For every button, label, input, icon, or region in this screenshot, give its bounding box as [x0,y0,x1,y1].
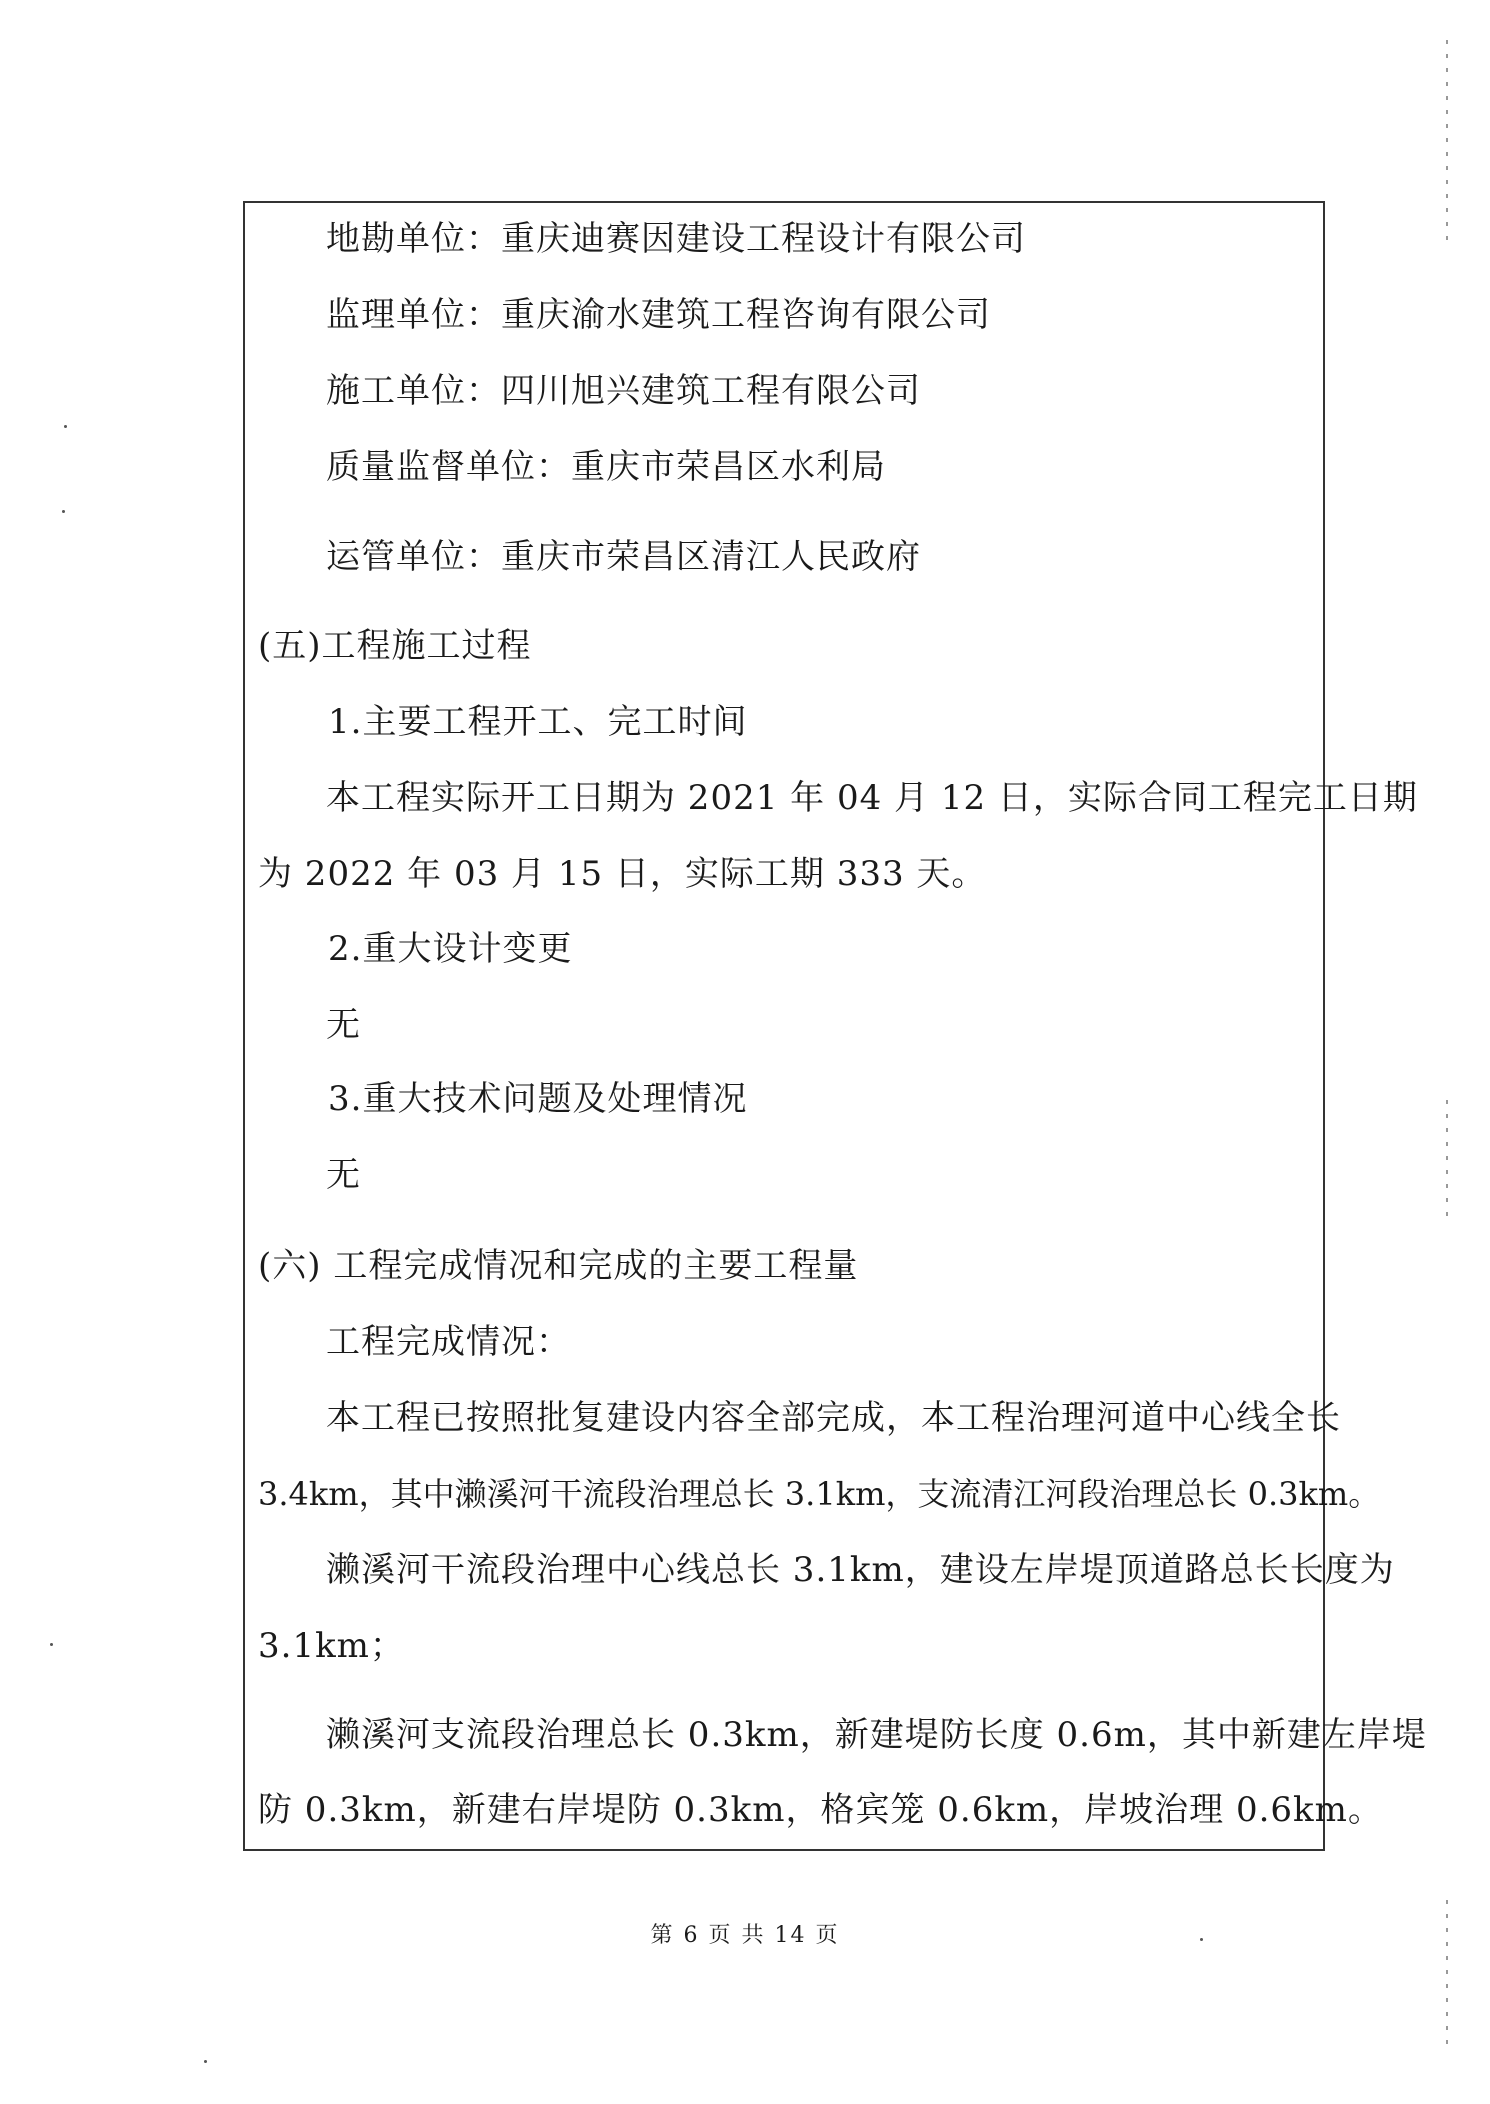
scan-edge-mark [1446,1900,1448,2050]
section6-status-label: 工程完成情况： [326,1322,571,1362]
section5-item1-text-a: 本工程实际开工日期为 2021 年 04 月 12 日，实际合同工程完工日期 [326,778,1418,818]
scan-speck [62,510,65,513]
section5-item2-text: 无 [326,1005,361,1045]
page-footer: 第 6 页 共 14 页 [650,1923,840,1948]
operation-unit: 运管单位：重庆市荣昌区清江人民政府 [326,537,921,577]
scan-speck [1200,1938,1203,1941]
section6-p2-a: 濑溪河干流段治理中心线总长 3.1km，建设左岸堤顶道路总长长度为 [326,1550,1395,1590]
section5-heading: (五)工程施工过程 [258,626,532,666]
section5-item3-title: 3.重大技术问题及处理情况 [328,1079,748,1119]
section6-p1-a: 本工程已按照批复建设内容全部完成，本工程治理河道中心线全长 [326,1398,1341,1438]
scan-edge-mark [1446,40,1448,240]
scan-speck [204,2060,207,2063]
scan-speck [64,425,67,428]
section5-item2-title: 2.重大设计变更 [328,929,573,969]
section6-p3-a: 濑溪河支流段治理总长 0.3km，新建堤防长度 0.6m，其中新建左岸堤 [326,1715,1427,1755]
section6-p3-b: 防 0.3km，新建右岸堤防 0.3km，格宾笼 0.6km，岸坡治理 0.6km。 [258,1790,1383,1830]
survey-unit: 地勘单位：重庆迪赛因建设工程设计有限公司 [326,219,1026,259]
section6-heading: (六) 工程完成情况和完成的主要工程量 [258,1246,859,1286]
section6-p2-b: 3.1km； [258,1626,405,1666]
scan-edge-mark [1446,1100,1448,1220]
supervision-unit: 监理单位：重庆渝水建筑工程咨询有限公司 [326,295,991,335]
section5-item1-title: 1.主要工程开工、完工时间 [328,702,748,742]
scan-speck [50,1643,53,1646]
section6-p1-b: 3.4km，其中濑溪河干流段治理总长 3.1km，支流清江河段治理总长 0.3km。 [258,1475,1381,1513]
construction-unit: 施工单位：四川旭兴建筑工程有限公司 [326,371,921,411]
section5-item3-text: 无 [326,1155,361,1195]
section5-item1-text-b: 为 2022 年 03 月 15 日，实际工期 333 天。 [258,854,987,894]
quality-supervision-unit: 质量监督单位：重庆市荣昌区水利局 [326,447,886,487]
